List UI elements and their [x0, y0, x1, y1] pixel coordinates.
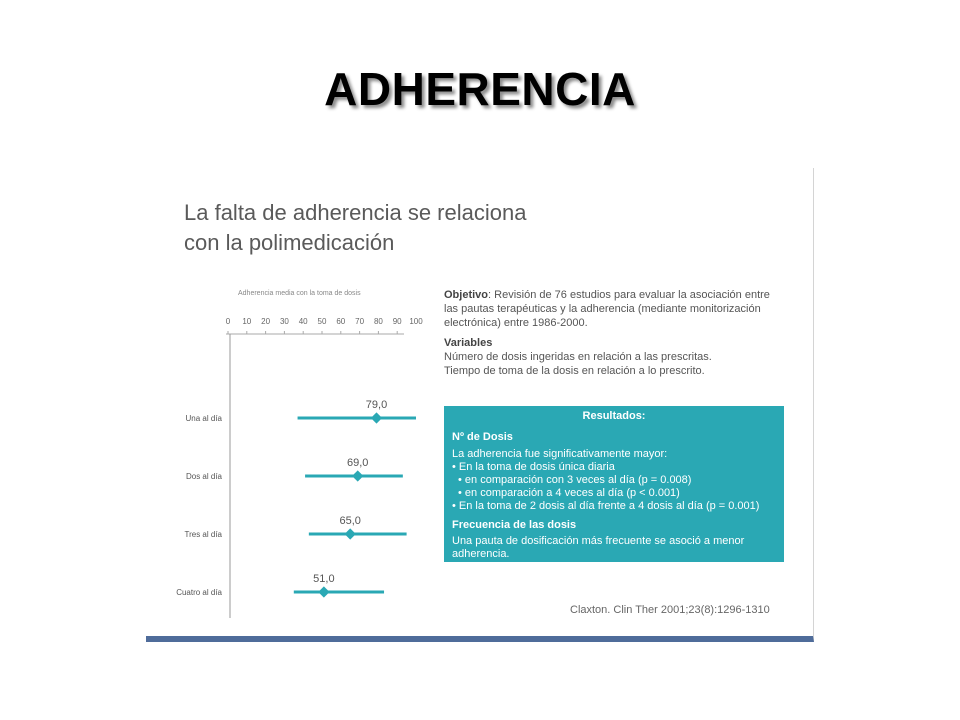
headline-line-2: con la polimedicación: [184, 230, 395, 255]
results-line: • En la toma de dosis única diaria: [452, 461, 615, 473]
x-tick-label: 30: [279, 317, 289, 326]
content-panel: [146, 168, 814, 642]
panel-headline: [184, 198, 614, 258]
slide-title: ADHERENCIA: [324, 63, 636, 115]
point-marker: [318, 586, 329, 597]
data-label: 79,0: [365, 399, 388, 411]
results-line: • en comparación con 3 veces al día (p = 0.008): [458, 474, 692, 486]
point-marker: [345, 528, 356, 539]
objective-text: [444, 288, 784, 330]
variables-label: Variables: [444, 337, 493, 349]
results-section-frecuencia: Frecuencia de las dosis: [452, 519, 577, 531]
x-tick-label: 40: [298, 317, 308, 326]
data-label: 65,0: [339, 515, 361, 527]
x-tick-label: 0: [225, 317, 231, 326]
variables-block: [444, 336, 784, 378]
citation: Claxton. Clin Ther 2001;23(8):1296-1310: [570, 604, 770, 616]
forest-plot-svg: [146, 278, 436, 597]
x-tick-label: 50: [317, 317, 327, 326]
category-label: Dos al día: [185, 472, 222, 481]
x-tick-label: 80: [373, 317, 383, 326]
results-section-dosis: Nº de Dosis: [452, 431, 513, 443]
variables-line-2: Tiempo de toma de la dosis en relación a lo prescrito.: [444, 365, 705, 377]
point-marker: [371, 412, 382, 423]
data-label: 69,0: [347, 457, 369, 469]
category-label: Una al día: [185, 414, 222, 423]
results-line: La adherencia fue significativamente mayor:: [452, 448, 668, 460]
results-title: Resultados:: [582, 410, 646, 422]
x-tick-label: 10: [242, 317, 252, 326]
objective-body: : Revisión de 76 estudios para evaluar la asociación entre las pautas terapéuticas y la adherencia (mediante monitorización electrónica) entre 1986-2000.: [444, 289, 770, 329]
x-tick-label: 100: [409, 317, 423, 326]
x-tick-label: 70: [355, 317, 365, 326]
category-label: Tres al día: [184, 530, 222, 539]
headline-line-1: La falta de adherencia se relaciona: [184, 200, 527, 225]
x-tick-label: 20: [261, 317, 271, 326]
category-label: Cuatro al día: [176, 588, 222, 597]
variables-line-1: Número de dosis ingeridas en relación a las prescritas.: [444, 351, 712, 363]
results-line: • En la toma de 2 dosis al día frente a 4 dosis al día (p = 0.001): [452, 500, 760, 512]
data-label: 51,0: [313, 573, 335, 585]
forest-plot: [146, 278, 436, 597]
x-tick-label: 60: [336, 317, 346, 326]
results-line: Una pauta de dosificación más frecuente se asoció a menor adherencia.: [452, 535, 745, 560]
chart-title: Adherencia media con la toma de dosis: [238, 290, 361, 297]
objective-label: Objetivo: [444, 289, 489, 301]
point-marker: [352, 470, 363, 481]
x-tick-label: 90: [392, 317, 402, 326]
results-box: [444, 406, 784, 562]
results-line: • en comparación a 4 veces al día (p < 0.001): [458, 487, 680, 499]
